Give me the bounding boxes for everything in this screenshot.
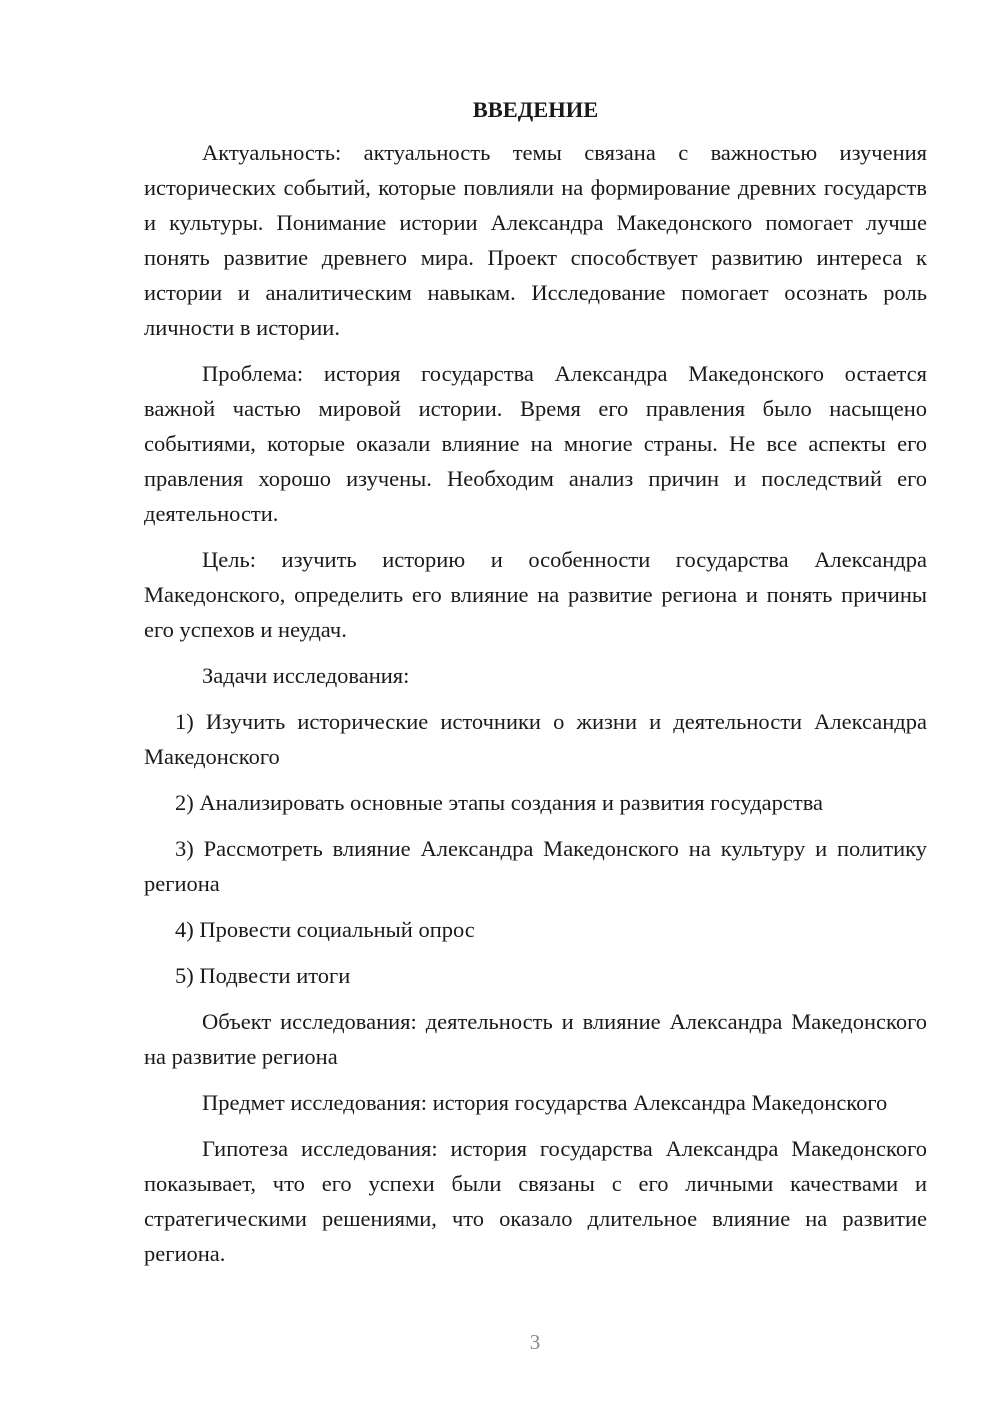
relevance-paragraph: Актуальность: актуальность темы связана с важностью изучения исторических событий, которые повлияли на формирование древних государств и культуры. Понимание истории Александра Македонского помогает лучше понять развитие древнего мира. Проект способствует развитию интереса к истории и аналитическим навыкам. Исследование помогает осознать роль личности в истории. [144,140,927,340]
object-paragraph: Объект исследования: деятельность и влияние Александра Македонского на развитие региона [144,1009,927,1069]
document-body [144,92,927,1282]
page-number: 3 [529,1330,541,1354]
task-item: 1) Изучить исторические источники о жизни и деятельности Александра Македонского [144,709,927,769]
task-item: 2) Анализировать основные этапы создания и развития государства [175,790,824,815]
tasks-heading: Задачи исследования: [202,663,410,688]
task-item: 5) Подвести итоги [175,963,351,988]
subject-paragraph: Предмет исследования: история государства Александра Македонского [202,1090,888,1115]
section-title: ВВЕДЕНИЕ [472,97,599,122]
hypothesis-paragraph: Гипотеза исследования: история государства Александра Македонского показывает, что его успехи были связаны с его личными качествами и стратегическими решениями, что оказало длительное влияние на развитие региона. [144,1136,927,1266]
goal-paragraph: Цель: изучить историю и особенности государства Александра Македонского, определить его влияние на развитие региона и понять причины его успехов и неудач. [144,547,927,642]
task-item: 4) Провести социальный опрос [175,917,475,942]
task-item: 3) Рассмотреть влияние Александра Македонского на культуру и политику региона [144,836,927,896]
problem-paragraph: Проблема: история государства Александра Македонского остается важной частью мировой истории. Время его правления было насыщено событиями, которые оказали влияние на многие страны. Не все аспекты его правления хорошо изучены. Необходим анализ причин и последствий его деятельности. [144,361,927,526]
